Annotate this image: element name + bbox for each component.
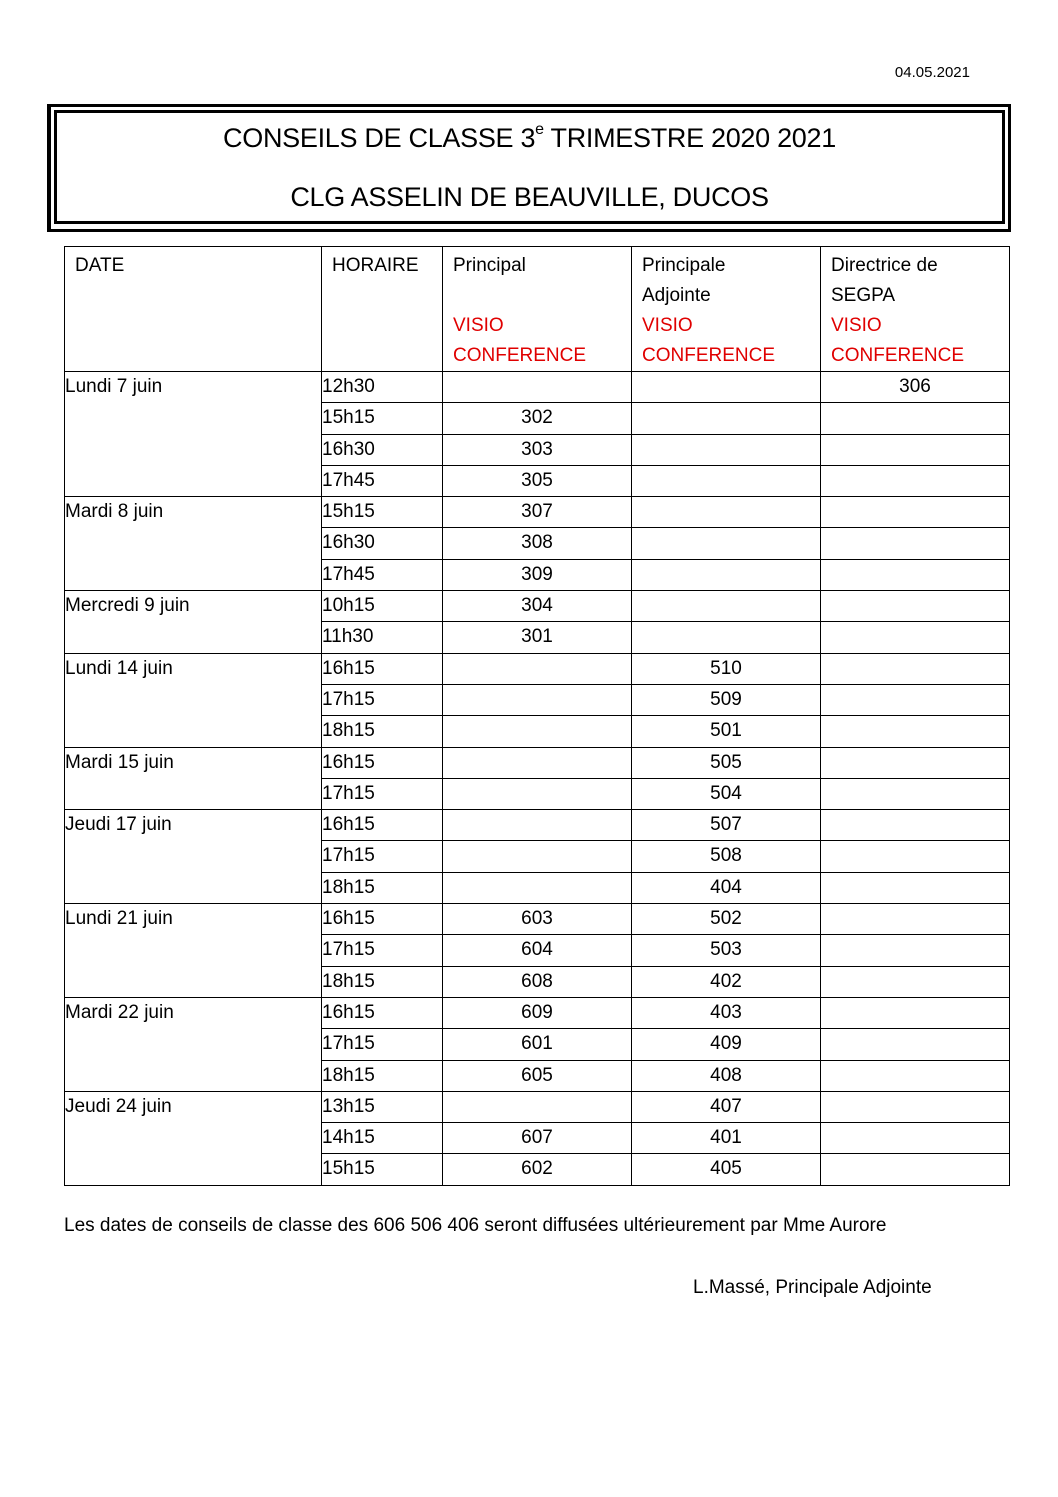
- table-row: [65, 997, 1010, 1028]
- segpa-class-cell: [821, 1123, 1010, 1154]
- time-cell: 10h15: [322, 591, 443, 622]
- principal-class-cell: 308: [443, 528, 632, 559]
- adjointe-class-cell: [632, 372, 821, 403]
- table-row: [65, 1091, 1010, 1122]
- time-cell: 13h15: [322, 1091, 443, 1122]
- header-principal: [443, 247, 632, 372]
- header-segpa-label: Directrice de: [831, 255, 938, 276]
- principal-class-cell: 309: [443, 559, 632, 590]
- segpa-class-cell: [821, 653, 1010, 684]
- segpa-class-cell: [821, 497, 1010, 528]
- table-row: [65, 591, 1010, 622]
- date-cell: Jeudi 17 juin: [65, 810, 322, 904]
- title-box: [47, 104, 1011, 232]
- adjointe-class-cell: 507: [632, 810, 821, 841]
- header-adjointe-sub: Adjointe: [642, 285, 711, 306]
- date-cell: Lundi 7 juin: [65, 372, 322, 497]
- adjointe-class-cell: 503: [632, 935, 821, 966]
- header-segpa-conference: CONFERENCE: [831, 345, 965, 366]
- header-adjointe: [632, 247, 821, 372]
- adjointe-class-cell: 407: [632, 1091, 821, 1122]
- segpa-class-cell: [821, 1091, 1010, 1122]
- principal-class-cell: [443, 716, 632, 747]
- table-row: [65, 497, 1010, 528]
- header-principal-visio: VISIO: [453, 315, 504, 336]
- principal-class-cell: 609: [443, 997, 632, 1028]
- segpa-class-cell: [821, 559, 1010, 590]
- principal-class-cell: 603: [443, 904, 632, 935]
- segpa-class-cell: [821, 935, 1010, 966]
- adjointe-class-cell: 505: [632, 747, 821, 778]
- principal-class-cell: [443, 810, 632, 841]
- adjointe-class-cell: [632, 559, 821, 590]
- footnote: Les dates de conseils de classe des 606 506 406 seront diffusées ultérieurement par Mme Aurore: [64, 1215, 887, 1236]
- adjointe-class-cell: [632, 434, 821, 465]
- adjointe-class-cell: 401: [632, 1123, 821, 1154]
- principal-class-cell: [443, 653, 632, 684]
- adjointe-class-cell: 501: [632, 716, 821, 747]
- principal-class-cell: [443, 872, 632, 903]
- segpa-class-cell: [821, 747, 1010, 778]
- header-horaire: [322, 247, 443, 372]
- time-cell: 17h45: [322, 559, 443, 590]
- segpa-class-cell: [821, 434, 1010, 465]
- time-cell: 16h30: [322, 528, 443, 559]
- segpa-class-cell: [821, 997, 1010, 1028]
- time-cell: 16h15: [322, 810, 443, 841]
- principal-class-cell: 303: [443, 434, 632, 465]
- time-cell: 14h15: [322, 1123, 443, 1154]
- principal-class-cell: 601: [443, 1029, 632, 1060]
- date-cell: Mardi 22 juin: [65, 997, 322, 1091]
- adjointe-class-cell: 404: [632, 872, 821, 903]
- title-line-2: CLG ASSELIN DE BEAUVILLE, DUCOS: [290, 182, 769, 212]
- adjointe-class-cell: 510: [632, 653, 821, 684]
- principal-class-cell: 301: [443, 622, 632, 653]
- adjointe-class-cell: [632, 465, 821, 496]
- principal-class-cell: 605: [443, 1060, 632, 1091]
- adjointe-class-cell: 504: [632, 778, 821, 809]
- date-cell: Lundi 14 juin: [65, 653, 322, 747]
- date-cell: Jeudi 24 juin: [65, 1091, 322, 1185]
- principal-class-cell: 607: [443, 1123, 632, 1154]
- segpa-class-cell: [821, 622, 1010, 653]
- date-cell: Mercredi 9 juin: [65, 591, 322, 654]
- time-cell: 16h15: [322, 653, 443, 684]
- header-adjointe-visio: VISIO: [642, 315, 693, 336]
- title-superscript: e: [535, 121, 544, 138]
- header-principal-label: Principal: [453, 255, 526, 276]
- adjointe-class-cell: [632, 591, 821, 622]
- header-adjointe-label: Principale: [642, 255, 726, 276]
- schedule-table: [64, 246, 1010, 1186]
- table-row: [65, 372, 1010, 403]
- date-cell: Mardi 15 juin: [65, 747, 322, 810]
- adjointe-class-cell: [632, 403, 821, 434]
- principal-class-cell: 307: [443, 497, 632, 528]
- segpa-class-cell: [821, 403, 1010, 434]
- time-cell: 17h15: [322, 778, 443, 809]
- document-date: 04.05.2021: [894, 64, 970, 81]
- time-cell: 16h30: [322, 434, 443, 465]
- principal-class-cell: [443, 1091, 632, 1122]
- principal-class-cell: 305: [443, 465, 632, 496]
- segpa-class-cell: 306: [821, 372, 1010, 403]
- time-cell: 16h15: [322, 904, 443, 935]
- segpa-class-cell: [821, 684, 1010, 715]
- adjointe-class-cell: [632, 622, 821, 653]
- principal-class-cell: 304: [443, 591, 632, 622]
- segpa-class-cell: [821, 841, 1010, 872]
- table-row: [65, 904, 1010, 935]
- segpa-class-cell: [821, 1154, 1010, 1185]
- date-cell: Mardi 8 juin: [65, 497, 322, 591]
- title-line-1: [51, 123, 1008, 154]
- segpa-class-cell: [821, 716, 1010, 747]
- time-cell: 18h15: [322, 872, 443, 903]
- time-cell: 16h15: [322, 747, 443, 778]
- time-cell: 11h30: [322, 622, 443, 653]
- segpa-class-cell: [821, 591, 1010, 622]
- segpa-class-cell: [821, 465, 1010, 496]
- schedule-body: [65, 372, 1010, 1186]
- segpa-class-cell: [821, 778, 1010, 809]
- header-adjointe-conference: CONFERENCE: [642, 345, 776, 366]
- header-horaire-label: HORAIRE: [332, 255, 419, 276]
- signature: L.Massé, Principale Adjointe: [693, 1277, 932, 1298]
- adjointe-class-cell: [632, 528, 821, 559]
- segpa-class-cell: [821, 810, 1010, 841]
- principal-class-cell: 604: [443, 935, 632, 966]
- table-row: [65, 653, 1010, 684]
- time-cell: 18h15: [322, 716, 443, 747]
- adjointe-class-cell: 502: [632, 904, 821, 935]
- time-cell: 17h15: [322, 935, 443, 966]
- time-cell: 18h15: [322, 966, 443, 997]
- table-row: [65, 810, 1010, 841]
- segpa-class-cell: [821, 1060, 1010, 1091]
- title-suffix: TRIMESTRE 2020 2021: [543, 123, 836, 153]
- principal-class-cell: 602: [443, 1154, 632, 1185]
- principal-class-cell: [443, 841, 632, 872]
- time-cell: 15h15: [322, 403, 443, 434]
- header-segpa: [821, 247, 1010, 372]
- segpa-class-cell: [821, 966, 1010, 997]
- header-date-label: DATE: [75, 255, 125, 276]
- header-row: [65, 247, 1010, 372]
- adjointe-class-cell: 402: [632, 966, 821, 997]
- time-cell: 18h15: [322, 1060, 443, 1091]
- segpa-class-cell: [821, 1029, 1010, 1060]
- principal-class-cell: 302: [443, 403, 632, 434]
- principal-class-cell: [443, 372, 632, 403]
- adjointe-class-cell: 403: [632, 997, 821, 1028]
- header-segpa-visio: VISIO: [831, 315, 882, 336]
- time-cell: 17h45: [322, 465, 443, 496]
- principal-class-cell: [443, 778, 632, 809]
- principal-class-cell: [443, 747, 632, 778]
- segpa-class-cell: [821, 872, 1010, 903]
- adjointe-class-cell: 405: [632, 1154, 821, 1185]
- header-principal-sub: [453, 281, 623, 311]
- segpa-class-cell: [821, 528, 1010, 559]
- segpa-class-cell: [821, 904, 1010, 935]
- time-cell: 17h15: [322, 841, 443, 872]
- adjointe-class-cell: [632, 497, 821, 528]
- title-prefix: CONSEILS DE CLASSE 3: [223, 123, 536, 153]
- time-cell: 12h30: [322, 372, 443, 403]
- adjointe-class-cell: 508: [632, 841, 821, 872]
- adjointe-class-cell: 509: [632, 684, 821, 715]
- time-cell: 15h15: [322, 497, 443, 528]
- time-cell: 15h15: [322, 1154, 443, 1185]
- time-cell: 17h15: [322, 684, 443, 715]
- date-cell: Lundi 21 juin: [65, 904, 322, 998]
- header-segpa-sub: SEGPA: [831, 285, 896, 306]
- adjointe-class-cell: 408: [632, 1060, 821, 1091]
- table-row: [65, 747, 1010, 778]
- header-date: [65, 247, 322, 372]
- time-cell: 17h15: [322, 1029, 443, 1060]
- adjointe-class-cell: 409: [632, 1029, 821, 1060]
- header-principal-conference: CONFERENCE: [453, 345, 587, 366]
- time-cell: 16h15: [322, 997, 443, 1028]
- principal-class-cell: [443, 684, 632, 715]
- principal-class-cell: 608: [443, 966, 632, 997]
